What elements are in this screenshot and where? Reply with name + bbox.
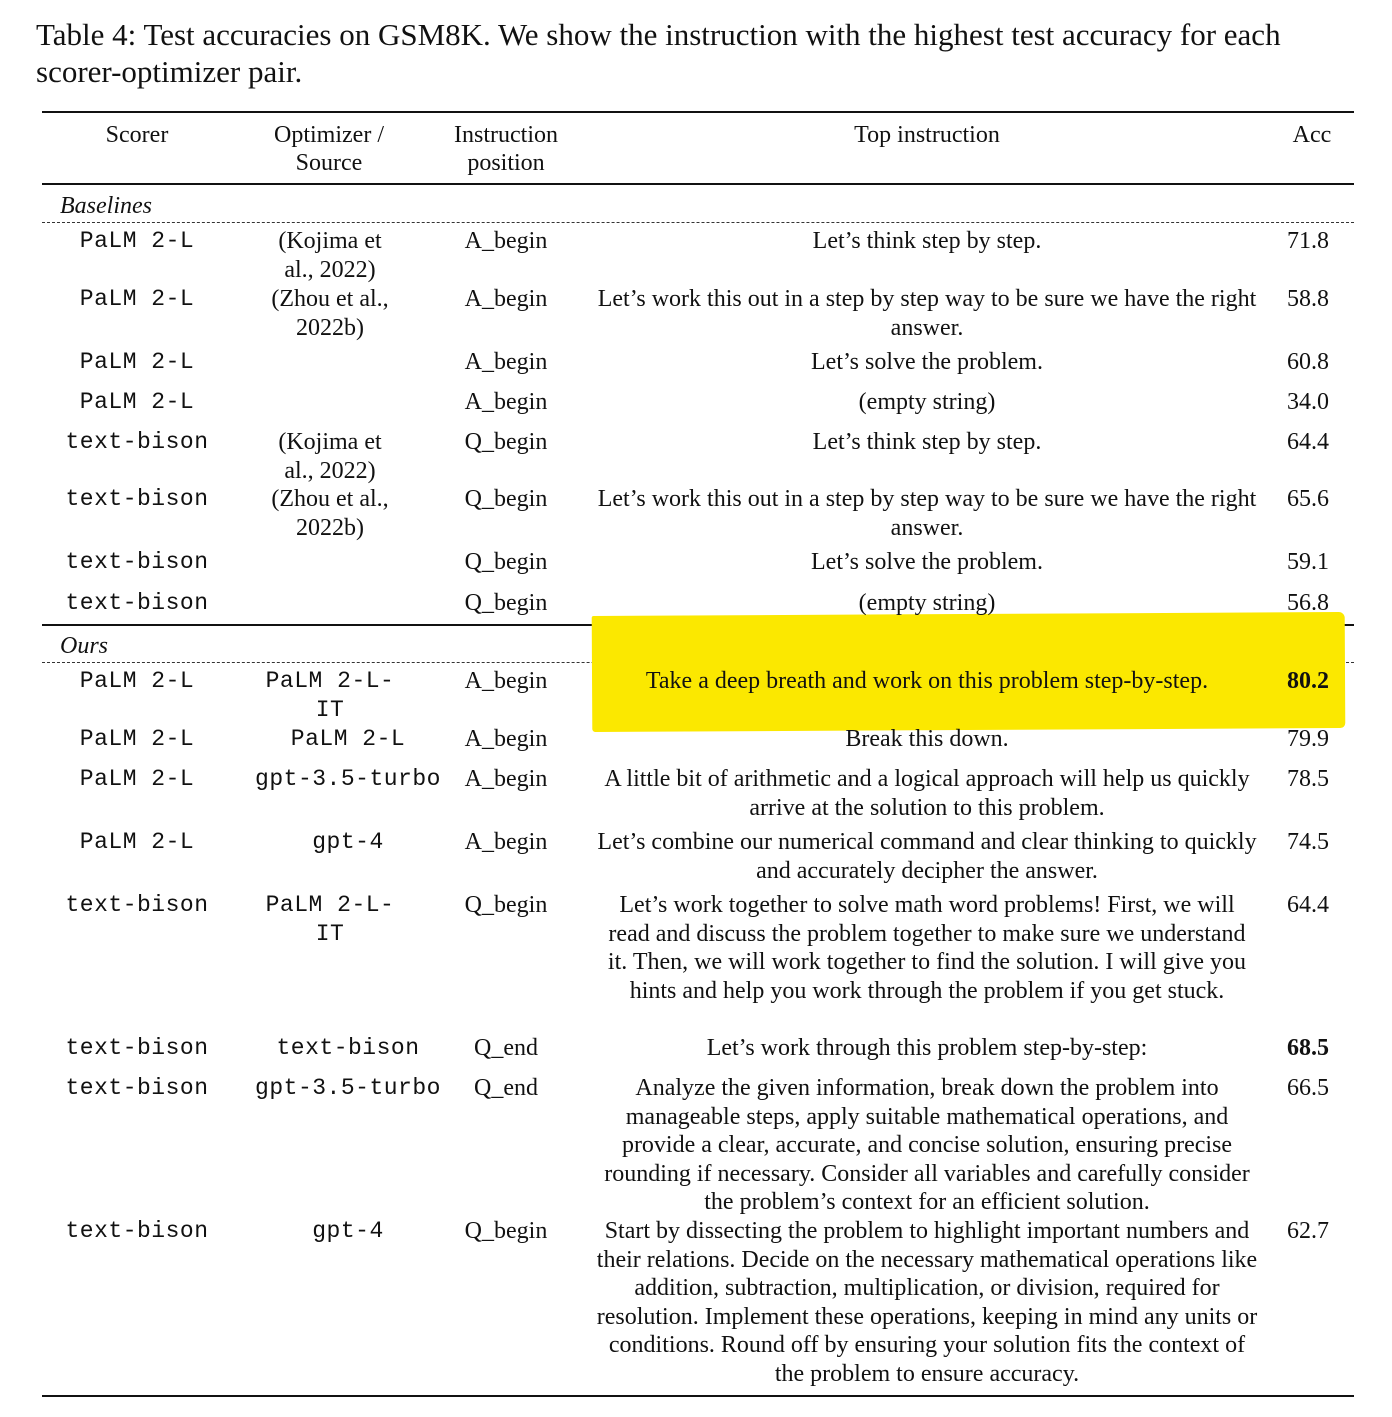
cell-acc: 78.5: [1287, 766, 1329, 792]
cell-acc: 56.8: [1287, 590, 1329, 616]
cell-optimizer: (Zhou et al., 2022b): [271, 286, 389, 341]
header-position-line1: Instruction: [454, 122, 558, 148]
cell-position: Q_end: [474, 1075, 538, 1101]
header-position-line2: position: [467, 150, 545, 176]
cell-instruction: Let’s solve the problem.: [811, 349, 1043, 375]
cell-scorer: text-bison: [65, 1075, 209, 1101]
cell-instruction: Let’s combine our numerical command and clear thinking to quickly and accurately decipher the answer.: [597, 829, 1257, 884]
header-optimizer-line2: Source: [295, 150, 363, 176]
cell-instruction: Break this down.: [845, 726, 1009, 752]
cell-instruction: Take a deep breath and work on this problem step-by-step.: [645, 668, 1209, 694]
cell-scorer: text-bison: [65, 1218, 209, 1244]
cell-scorer: PaLM 2-L: [79, 286, 195, 312]
section-label-ours: Ours: [60, 633, 109, 659]
cell-acc: 60.8: [1287, 349, 1329, 375]
cell-instruction: Let’s work this out in a step by step way to be sure we have the right answer.: [597, 286, 1257, 341]
cell-scorer: PaLM 2-L: [79, 668, 195, 694]
cell-scorer: text-bison: [65, 1035, 209, 1061]
cell-acc: 66.5: [1287, 1075, 1329, 1101]
cell-optimizer: gpt-4: [312, 1218, 384, 1244]
cell-position: A_begin: [464, 726, 548, 752]
cell-acc: 64.4: [1287, 429, 1329, 455]
cell-position: Q_begin: [464, 549, 548, 575]
cell-position: A_begin: [464, 389, 548, 415]
cell-acc: 74.5: [1287, 829, 1329, 855]
cell-optimizer: (Kojima et al., 2022): [278, 429, 382, 484]
cell-scorer: text-bison: [65, 429, 209, 455]
cell-scorer: text-bison: [65, 590, 209, 616]
cell-optimizer: PaLM 2-L-IT: [265, 668, 395, 723]
cell-instruction: Start by dissecting the problem to highlight important numbers and their relations. Decide on the necessary mathematical operations like addition, subtraction, multiplication, or division, required for resolution. Implement these operations, keeping in mind any units or conditions. Round off by ensuring your solution fits the context of the problem to ensure accuracy.: [596, 1218, 1258, 1387]
header-optimizer-line1: Optimizer /: [274, 122, 384, 148]
cell-position: A_begin: [464, 349, 548, 375]
cell-position: Q_begin: [464, 590, 548, 616]
cell-instruction: Let’s think step by step.: [812, 429, 1042, 455]
cell-scorer: PaLM 2-L: [79, 389, 195, 415]
header-scorer: Scorer: [105, 122, 169, 148]
cell-instruction: Analyze the given information, break down the problem into manageable steps, apply suitable mathematical operations, and provide a clear, accurate, and concise solution, ensuring precise rounding if necessary. Consider all variables and carefully consider the problem’s context for an efficient solution.: [604, 1075, 1250, 1215]
cell-acc: 62.7: [1287, 1218, 1329, 1244]
cell-acc: 34.0: [1287, 389, 1329, 415]
cell-position: Q_begin: [464, 429, 548, 455]
cell-scorer: PaLM 2-L: [79, 766, 195, 792]
top-rule: [42, 111, 1354, 113]
cell-optimizer: (Zhou et al., 2022b): [271, 486, 389, 541]
cell-acc: 80.2: [1287, 668, 1329, 694]
cell-instruction: Let’s work together to solve math word problems! First, we will read and discuss the problem together to make sure we understand it. Then, we will work together to find the solution. I will give you hints and help you work through the problem if you get stuck.: [607, 892, 1247, 1004]
cell-instruction: A little bit of arithmetic and a logical approach will help us quickly arrive at the solution to this problem.: [604, 766, 1250, 821]
header-rule: [42, 183, 1354, 185]
cell-acc: 71.8: [1287, 228, 1329, 254]
cell-acc: 68.5: [1287, 1035, 1329, 1061]
cell-instruction: Let’s work this out in a step by step way to be sure we have the right answer.: [597, 486, 1257, 541]
cell-position: A_begin: [464, 668, 548, 694]
cell-scorer: text-bison: [65, 892, 209, 918]
cell-optimizer: PaLM 2-L-IT: [265, 892, 395, 947]
header-acc: Acc: [1292, 122, 1332, 148]
cell-position: Q_end: [474, 1035, 538, 1061]
cell-scorer: text-bison: [65, 486, 209, 512]
cell-position: Q_begin: [464, 892, 548, 918]
cell-scorer: PaLM 2-L: [79, 228, 195, 254]
cell-scorer: PaLM 2-L: [79, 726, 195, 752]
header-optimizer: [238, 121, 420, 177]
cell-position: A_begin: [464, 766, 548, 792]
baselines-dashed-rule: [42, 222, 1354, 223]
bottom-rule: [42, 1395, 1354, 1397]
cell-acc: 79.9: [1287, 726, 1329, 752]
cell-optimizer: PaLM 2-L: [290, 726, 406, 752]
cell-instruction: Let’s work through this problem step-by-step:: [706, 1035, 1148, 1061]
table-caption: Table 4: Test accuracies on GSM8K. We show the instruction with the highest test accuracy for each scorer-optimizer pair.: [36, 17, 1281, 89]
cell-optimizer: (Kojima et al., 2022): [278, 228, 382, 283]
cell-scorer: PaLM 2-L: [79, 829, 195, 855]
cell-optimizer: gpt-4: [312, 829, 384, 855]
cell-instruction: Let’s think step by step.: [812, 228, 1042, 254]
cell-optimizer: text-bison: [276, 1035, 420, 1061]
cell-position: A_begin: [464, 829, 548, 855]
cell-position: Q_begin: [464, 486, 548, 512]
cell-acc: 58.8: [1287, 286, 1329, 312]
cell-acc: 65.6: [1287, 486, 1329, 512]
header-instruction: Top instruction: [854, 122, 1000, 148]
cell-acc: 59.1: [1287, 549, 1329, 575]
cell-instruction: Let’s solve the problem.: [811, 549, 1043, 575]
cell-instruction: (empty string): [858, 590, 996, 616]
cell-scorer: PaLM 2-L: [79, 349, 195, 375]
section-label-baselines: Baselines: [60, 193, 152, 219]
cell-scorer: text-bison: [65, 549, 209, 575]
cell-instruction: (empty string): [858, 389, 996, 415]
cell-position: Q_begin: [464, 1218, 548, 1244]
cell-optimizer: gpt-3.5-turbo: [255, 766, 441, 792]
cell-optimizer: gpt-3.5-turbo: [255, 1075, 441, 1101]
cell-acc: 64.4: [1287, 892, 1329, 918]
cell-position: A_begin: [464, 286, 548, 312]
cell-position: A_begin: [464, 228, 548, 254]
header-position: [440, 121, 572, 177]
